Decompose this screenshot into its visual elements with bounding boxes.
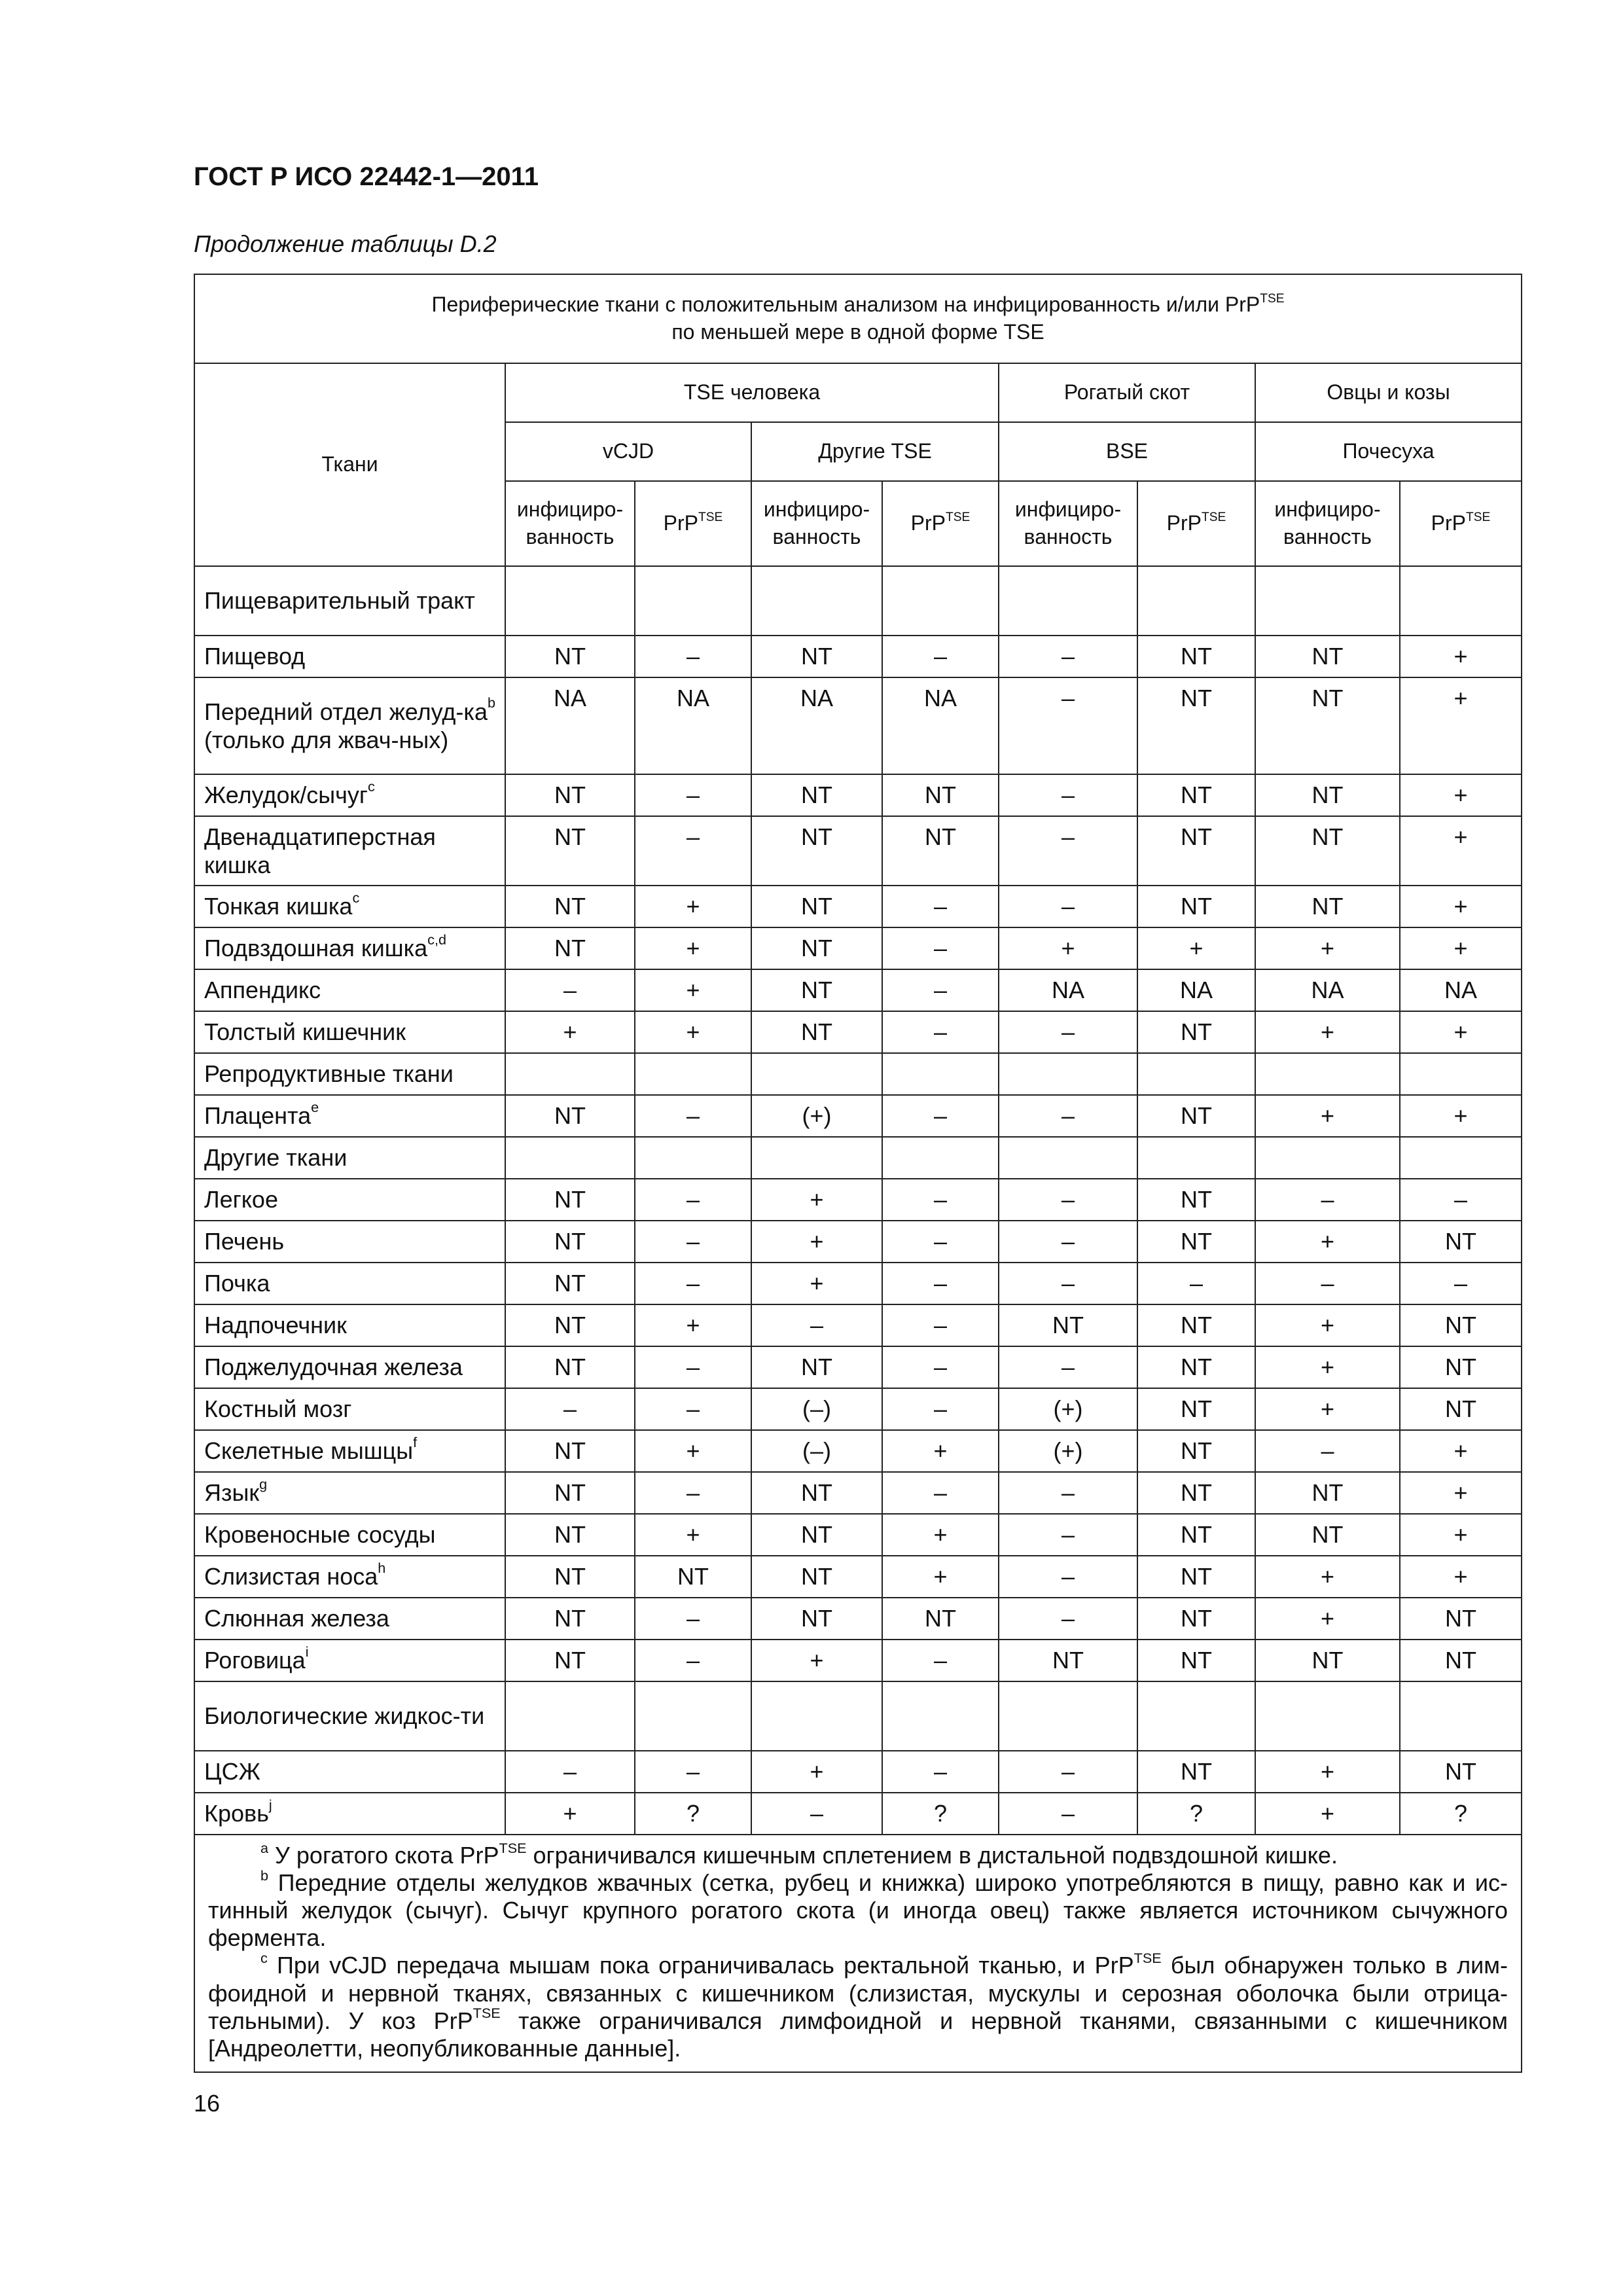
table-cell: – xyxy=(1400,1263,1522,1304)
table-cell: – xyxy=(882,1751,999,1793)
footnote-c: $^c$ При vCJD передача мышам пока ограничивалась ректальной тканью, и PrP$^{TSE}$ был обнаружен только в лим-фоидной и нервной тканях, связанных с кишечником (слизистая, мускулы и серозная оболочка были отрица-тельными). У коз PrP$^{TSE}$ также ограничивался лимфоидной и нервной тканями, связанными с кишечником [Андреолетти, неопубликованные данные]. xyxy=(208,1950,1508,2062)
tissue-label: Желудок/сычуг$^c$ xyxy=(194,774,505,816)
table-row xyxy=(194,1751,1522,1793)
table-cell: NT xyxy=(1137,1346,1255,1388)
group-header-human: TSE человека xyxy=(505,363,999,422)
table-cell: – xyxy=(635,816,751,886)
table-cell: NT xyxy=(635,1556,751,1598)
footnote-a: $^a$ У рогатого скота PrP$^{TSE}$ ограничивался кишечным сплетением в дистальной подвздошной кишке. xyxy=(260,1839,1338,1869)
table-cell: NT xyxy=(1255,677,1400,774)
table-row xyxy=(194,636,1522,677)
table-cell: NT xyxy=(751,969,882,1011)
table-cell xyxy=(1400,1053,1522,1095)
disease-header-vcjd: vCJD xyxy=(505,422,751,481)
table-cell: – xyxy=(635,1095,751,1137)
table-title-line1: Периферические ткани с положительным анализом на инфицированность и/или PrP xyxy=(431,293,1260,317)
subheader-prp: PrP$^{TSE}$ xyxy=(882,481,999,566)
table-title-sup: TSE xyxy=(1260,291,1285,306)
table-cell: – xyxy=(999,1556,1137,1598)
table-cell: (+) xyxy=(751,1095,882,1137)
table-cell: – xyxy=(751,1793,882,1835)
table-cell: – xyxy=(635,1751,751,1793)
table-cell: NT xyxy=(1400,1304,1522,1346)
table-cell: NT xyxy=(1137,1179,1255,1221)
table-cell: NT xyxy=(1400,1221,1522,1263)
table-cell: – xyxy=(999,1793,1137,1835)
subheader-infectivity: инфициро- ванность xyxy=(999,481,1137,566)
table-cell: NT xyxy=(751,1472,882,1514)
subheader-prp: PrP$^{TSE}$ xyxy=(635,481,751,566)
table-cell: – xyxy=(882,1346,999,1388)
table-cell: – xyxy=(999,1598,1137,1640)
footnotes xyxy=(194,1835,1522,2072)
table-cell: + xyxy=(635,927,751,969)
tissue-label: Репродуктивные ткани xyxy=(194,1053,505,1095)
tissue-label: Язык$^g$ xyxy=(194,1472,505,1514)
table-cell: ? xyxy=(1137,1793,1255,1835)
table-cell: – xyxy=(751,1304,882,1346)
tissue-label: Почка xyxy=(194,1263,505,1304)
table-cell: + xyxy=(635,1304,751,1346)
table-cell xyxy=(635,1137,751,1179)
table-cell: + xyxy=(1255,927,1400,969)
table-cell: NA xyxy=(882,677,999,774)
table-cell: – xyxy=(882,969,999,1011)
tissues-header: Ткани xyxy=(194,363,505,566)
table-cell: NT xyxy=(1255,1514,1400,1556)
table-cell: NT xyxy=(1400,1388,1522,1430)
tissue-label: Слюнная железа xyxy=(194,1598,505,1640)
table-cell: NT xyxy=(1137,1472,1255,1514)
table-cell: – xyxy=(999,1514,1137,1556)
table-cell: + xyxy=(1255,1095,1400,1137)
table-cell: (+) xyxy=(999,1430,1137,1472)
table-cell: + xyxy=(1137,927,1255,969)
tissue-label: Кровь$^j$ xyxy=(194,1793,505,1835)
table-cell: – xyxy=(999,636,1137,677)
table-cell xyxy=(1137,1137,1255,1179)
document-header: ГОСТ Р ИСО 22442-1—2011 xyxy=(194,162,539,191)
table-cell: + xyxy=(635,969,751,1011)
table-cell: + xyxy=(1400,774,1522,816)
table-cell xyxy=(751,1053,882,1095)
table-cell: – xyxy=(882,1263,999,1304)
table-cell: + xyxy=(505,1011,635,1053)
table-cell: – xyxy=(882,1011,999,1053)
table-cell: NT xyxy=(505,774,635,816)
table-cell: NT xyxy=(505,886,635,927)
table-cell: NT xyxy=(505,1472,635,1514)
tissue-label: Надпочечник xyxy=(194,1304,505,1346)
table-cell: NT xyxy=(505,1179,635,1221)
table-cell xyxy=(1400,566,1522,636)
table-cell: – xyxy=(999,1346,1137,1388)
footnote-b: $^b$ Передние отделы желудков жвачных (сетка, рубец и книжка) широко употребляются в пищу, равно как и ис-тинный желудок (сычуг). Сычуг крупного рогатого скота (и иногда овец) также является источником сычужного фермента. xyxy=(208,1867,1508,1952)
table-cell: NT xyxy=(882,816,999,886)
table-cell: NT xyxy=(1255,774,1400,816)
table-cell: NT xyxy=(751,636,882,677)
table-cell: NT xyxy=(505,1095,635,1137)
table-cell: NT xyxy=(1400,1346,1522,1388)
table-cell: NT xyxy=(1137,1430,1255,1472)
table-cell: NT xyxy=(751,1514,882,1556)
table-cell xyxy=(999,1681,1137,1751)
table-row xyxy=(194,1388,1522,1430)
table-cell: NT xyxy=(1255,1472,1400,1514)
table-cell: NT xyxy=(751,1556,882,1598)
tissue-label: Легкое xyxy=(194,1179,505,1221)
table-row xyxy=(194,1011,1522,1053)
table-cell xyxy=(1137,566,1255,636)
table-cell: – xyxy=(999,1221,1137,1263)
table-title-line2: по меньшей мере в одной форме TSE xyxy=(671,320,1044,344)
table-cell: + xyxy=(1400,886,1522,927)
table-cell: + xyxy=(1255,1793,1400,1835)
table-cell: NT xyxy=(1400,1751,1522,1793)
table-cell: NA xyxy=(505,677,635,774)
table-cell: + xyxy=(1400,1095,1522,1137)
tissue-label: Толстый кишечник xyxy=(194,1011,505,1053)
tissue-label: Костный мозг xyxy=(194,1388,505,1430)
table-cell xyxy=(999,566,1137,636)
table-cell: NT xyxy=(751,1346,882,1388)
tissue-label: Скелетные мышцы$^f$ xyxy=(194,1430,505,1472)
tissue-label: Биологические жидкос-ти xyxy=(194,1681,505,1751)
table-cell: – xyxy=(882,1179,999,1221)
table-cell: NT xyxy=(1137,1598,1255,1640)
table-cell: – xyxy=(882,1304,999,1346)
tissue-label: Поджелудочная железа xyxy=(194,1346,505,1388)
table-cell: NT xyxy=(1137,1011,1255,1053)
table-cell: – xyxy=(999,1179,1137,1221)
section-row xyxy=(194,1053,1522,1095)
table-cell xyxy=(1400,1681,1522,1751)
table-cell: – xyxy=(505,969,635,1011)
table-row xyxy=(194,1430,1522,1472)
table-cell: NT xyxy=(751,886,882,927)
subheader-infectivity: инфициро- ванность xyxy=(505,481,635,566)
table-cell: NT xyxy=(505,1640,635,1681)
table-cell: + xyxy=(1400,1556,1522,1598)
table-cell: NT xyxy=(751,816,882,886)
table-cell: NT xyxy=(751,774,882,816)
tissue-label: ЦСЖ xyxy=(194,1751,505,1793)
table-cell xyxy=(635,1053,751,1095)
tissue-label: Подвздошная кишка$^{c,d}$ xyxy=(194,927,505,969)
table-cell: – xyxy=(635,1640,751,1681)
table-cell: – xyxy=(882,1472,999,1514)
table-cell xyxy=(505,1681,635,1751)
table-cell: + xyxy=(635,1011,751,1053)
table-cell: NA xyxy=(1137,969,1255,1011)
table-cell: – xyxy=(882,1388,999,1430)
table-cell: + xyxy=(751,1263,882,1304)
table-row xyxy=(194,816,1522,886)
table-cell: – xyxy=(635,774,751,816)
table-cell: + xyxy=(1255,1556,1400,1598)
table-cell: NT xyxy=(999,1640,1137,1681)
group-header-cattle: Рогатый скот xyxy=(999,363,1255,422)
table-cell: NA xyxy=(999,969,1137,1011)
table-cell: – xyxy=(635,636,751,677)
disease-header-bse: BSE xyxy=(999,422,1255,481)
table-cell: + xyxy=(1400,636,1522,677)
table-cell: – xyxy=(635,1598,751,1640)
table-cell: – xyxy=(635,1472,751,1514)
table-cell: NT xyxy=(1137,1221,1255,1263)
table-cell: NT xyxy=(1137,636,1255,677)
table-row xyxy=(194,1793,1522,1835)
table-cell xyxy=(1255,566,1400,636)
table-cell: + xyxy=(1400,1472,1522,1514)
table-cell xyxy=(882,1053,999,1095)
table-row xyxy=(194,969,1522,1011)
data-table xyxy=(194,274,1522,2073)
table-cell: NT xyxy=(1255,816,1400,886)
section-row xyxy=(194,1137,1522,1179)
table-cell: – xyxy=(882,1095,999,1137)
table-cell: NT xyxy=(1137,1095,1255,1137)
table-cell xyxy=(882,1681,999,1751)
table-cell: NT xyxy=(1137,1640,1255,1681)
table-cell: NT xyxy=(505,1263,635,1304)
table-row xyxy=(194,1263,1522,1304)
tissue-label: Слизистая носа$^h$ xyxy=(194,1556,505,1598)
table-cell: NT xyxy=(505,1514,635,1556)
table-row xyxy=(194,774,1522,816)
tissue-label: Двенадцатиперстная кишка xyxy=(194,816,505,886)
table-cell: + xyxy=(1255,1011,1400,1053)
table-cell: – xyxy=(882,927,999,969)
disease-header-other-tse: Другие TSE xyxy=(751,422,999,481)
table-cell: NA xyxy=(635,677,751,774)
table-cell: – xyxy=(1255,1430,1400,1472)
table-cell: + xyxy=(635,1430,751,1472)
table-cell: + xyxy=(1255,1304,1400,1346)
table-cell: – xyxy=(999,1472,1137,1514)
table-cell: – xyxy=(505,1751,635,1793)
table-cell: NT xyxy=(1137,1388,1255,1430)
section-row xyxy=(194,566,1522,636)
table-cell: NT xyxy=(1255,636,1400,677)
table-cell: + xyxy=(751,1221,882,1263)
table-cell: NT xyxy=(882,1598,999,1640)
subheader-prp: PrP$^{TSE}$ xyxy=(1400,481,1522,566)
table-cell: + xyxy=(1400,1514,1522,1556)
table-cell: (+) xyxy=(999,1388,1137,1430)
table-row xyxy=(194,677,1522,774)
table-cell: NT xyxy=(1137,1556,1255,1598)
table-row xyxy=(194,1304,1522,1346)
table-cell: NT xyxy=(1137,886,1255,927)
table-cell xyxy=(505,1053,635,1095)
table-cell: NT xyxy=(751,1598,882,1640)
table-cell: NT xyxy=(505,1346,635,1388)
table-row xyxy=(194,1221,1522,1263)
table-row xyxy=(194,1179,1522,1221)
table-cell xyxy=(1400,1137,1522,1179)
table-cell: ? xyxy=(882,1793,999,1835)
table-cell: + xyxy=(882,1556,999,1598)
table-row xyxy=(194,1598,1522,1640)
table-cell: – xyxy=(635,1388,751,1430)
table-cell: NT xyxy=(1137,1751,1255,1793)
table-row xyxy=(194,1472,1522,1514)
tissue-label: Кровеносные сосуды xyxy=(194,1514,505,1556)
tissue-label: Другие ткани xyxy=(194,1137,505,1179)
table-cell: – xyxy=(635,1179,751,1221)
table-cell: ? xyxy=(1400,1793,1522,1835)
table-cell: NT xyxy=(505,636,635,677)
table-cell: + xyxy=(1255,1751,1400,1793)
table-cell xyxy=(1137,1681,1255,1751)
table-cell xyxy=(882,566,999,636)
table-cell: NA xyxy=(751,677,882,774)
table-cell: ? xyxy=(635,1793,751,1835)
table-cell: NT xyxy=(505,927,635,969)
table-cell: + xyxy=(1400,927,1522,969)
table-row xyxy=(194,886,1522,927)
subheader-infectivity: инфициро- ванность xyxy=(1255,481,1400,566)
table-cell xyxy=(505,566,635,636)
table-cell: – xyxy=(882,1221,999,1263)
table-cell xyxy=(635,566,751,636)
table-cell: NT xyxy=(1400,1598,1522,1640)
subheader-infectivity: инфициро- ванность xyxy=(751,481,882,566)
table-cell: + xyxy=(1400,1011,1522,1053)
table-cell: + xyxy=(882,1430,999,1472)
table-row xyxy=(194,1346,1522,1388)
table-cell xyxy=(999,1053,1137,1095)
table-cell: NT xyxy=(1137,1514,1255,1556)
table-cell: – xyxy=(999,1751,1137,1793)
table-cell: NT xyxy=(1137,774,1255,816)
table-cell: + xyxy=(999,927,1137,969)
table-cell: + xyxy=(1255,1388,1400,1430)
table-cell: – xyxy=(999,1011,1137,1053)
table-cell: – xyxy=(999,886,1137,927)
table-cell: NT xyxy=(505,816,635,886)
table-cell xyxy=(999,1137,1137,1179)
table-cell: – xyxy=(999,1263,1137,1304)
table-cell xyxy=(1137,1053,1255,1095)
table-cell: + xyxy=(882,1514,999,1556)
table-cell: NT xyxy=(1400,1640,1522,1681)
table-cell: + xyxy=(1400,677,1522,774)
table-cell: NT xyxy=(751,1011,882,1053)
table-cell: – xyxy=(882,886,999,927)
table-cell: NT xyxy=(751,927,882,969)
table-cell: – xyxy=(1400,1179,1522,1221)
table-row xyxy=(194,927,1522,969)
tissue-label: Плацента$^e$ xyxy=(194,1095,505,1137)
table-cell: – xyxy=(635,1346,751,1388)
table-cell: + xyxy=(635,886,751,927)
subheader-prp: PrP$^{TSE}$ xyxy=(1137,481,1255,566)
tissue-label: Пищеварительный тракт xyxy=(194,566,505,636)
table-cell: NT xyxy=(1255,886,1400,927)
table-cell: + xyxy=(751,1640,882,1681)
table-cell: NT xyxy=(1137,677,1255,774)
table-cell: – xyxy=(999,774,1137,816)
table-cell xyxy=(882,1137,999,1179)
table-cell: – xyxy=(882,1640,999,1681)
table-cell: NT xyxy=(1137,1304,1255,1346)
tissue-label: Печень xyxy=(194,1221,505,1263)
table-cell: NA xyxy=(1400,969,1522,1011)
table-cell xyxy=(1255,1137,1400,1179)
table-cell: NT xyxy=(999,1304,1137,1346)
tissue-label: Аппендикс xyxy=(194,969,505,1011)
table-cell: + xyxy=(1255,1598,1400,1640)
table-cell: NT xyxy=(882,774,999,816)
table-caption: Продолжение таблицы D.2 xyxy=(194,230,497,257)
tissue-label: Тонкая кишка$^c$ xyxy=(194,886,505,927)
table-title xyxy=(194,274,1522,363)
table-cell: – xyxy=(1137,1263,1255,1304)
disease-header-scrapie: Почесуха xyxy=(1255,422,1522,481)
table-cell: – xyxy=(635,1263,751,1304)
table-cell: – xyxy=(635,1221,751,1263)
table-row xyxy=(194,1640,1522,1681)
tissue-label: Роговица$^i$ xyxy=(194,1640,505,1681)
table-cell: + xyxy=(1255,1346,1400,1388)
tissue-label: Пищевод xyxy=(194,636,505,677)
table-cell: + xyxy=(1255,1221,1400,1263)
table-cell: NT xyxy=(505,1304,635,1346)
table-cell: – xyxy=(999,677,1137,774)
table-cell xyxy=(635,1681,751,1751)
table-cell: + xyxy=(1400,1430,1522,1472)
table-cell: + xyxy=(1400,816,1522,886)
table-cell: NT xyxy=(505,1598,635,1640)
table-cell: – xyxy=(999,816,1137,886)
page-number: 16 xyxy=(194,2090,221,2117)
table-cell: NT xyxy=(505,1430,635,1472)
table-cell: + xyxy=(505,1793,635,1835)
table-cell xyxy=(751,1137,882,1179)
tissue-label: Передний отдел желуд-$ка^b$ (только для жвач-ных) xyxy=(194,677,505,774)
table-cell: + xyxy=(635,1514,751,1556)
table-cell xyxy=(1255,1681,1400,1751)
table-cell: NA xyxy=(1255,969,1400,1011)
table-cell: (–) xyxy=(751,1430,882,1472)
table-cell: NT xyxy=(505,1221,635,1263)
table-cell: NT xyxy=(1137,816,1255,886)
table-cell: + xyxy=(751,1751,882,1793)
table-cell: + xyxy=(751,1179,882,1221)
table-cell xyxy=(1255,1053,1400,1095)
table-cell: – xyxy=(505,1388,635,1430)
table-cell xyxy=(751,566,882,636)
table-row xyxy=(194,1514,1522,1556)
table-row xyxy=(194,1556,1522,1598)
group-header-sheep: Овцы и козы xyxy=(1255,363,1522,422)
table-cell: – xyxy=(882,636,999,677)
table-cell: NT xyxy=(1255,1640,1400,1681)
table-row xyxy=(194,1095,1522,1137)
table-cell xyxy=(505,1137,635,1179)
section-row xyxy=(194,1681,1522,1751)
table-cell xyxy=(751,1681,882,1751)
table-cell: – xyxy=(1255,1179,1400,1221)
table-cell: – xyxy=(999,1095,1137,1137)
table-cell: – xyxy=(1255,1263,1400,1304)
table-cell: NT xyxy=(505,1556,635,1598)
table-cell: (–) xyxy=(751,1388,882,1430)
table-body xyxy=(194,566,1522,1835)
